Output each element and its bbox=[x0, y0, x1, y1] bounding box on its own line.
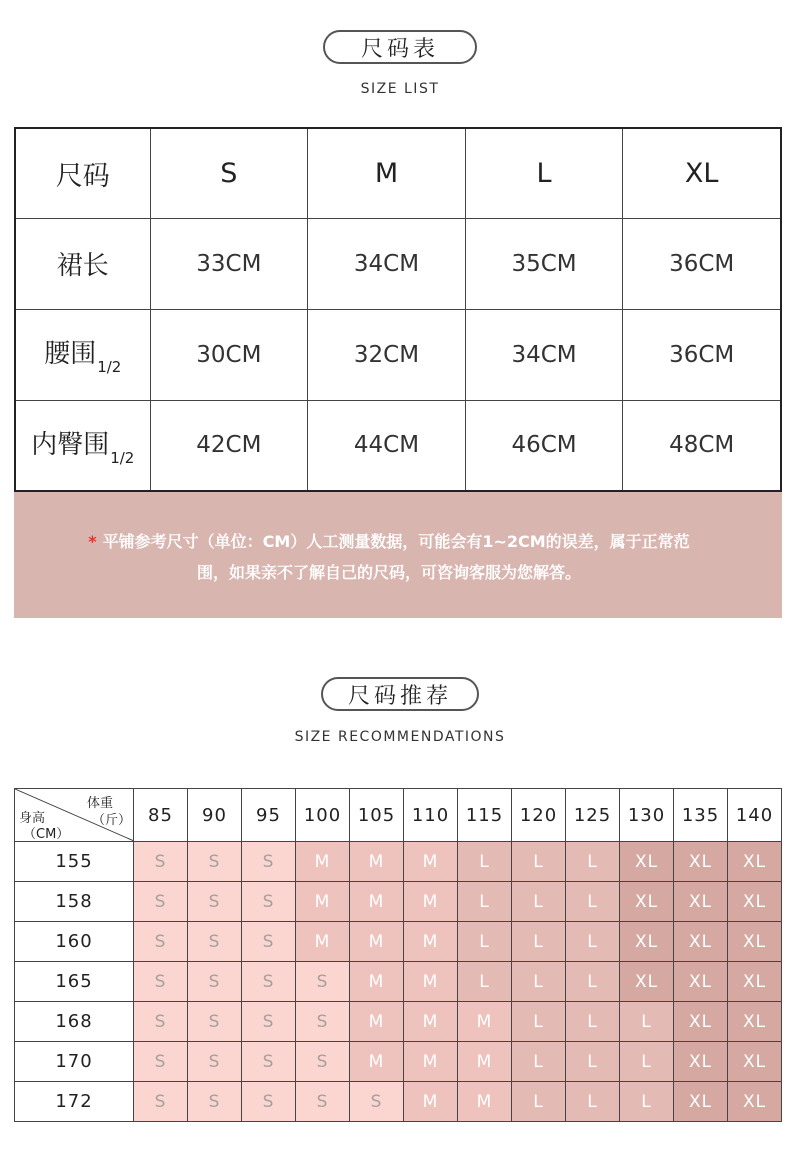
rec-table-size-cell: XL bbox=[674, 882, 728, 922]
rec-table-height-cell: 160 bbox=[15, 922, 134, 962]
size-table-cell: 30CM bbox=[150, 309, 308, 400]
rec-table-size-cell: L bbox=[458, 842, 512, 882]
rec-table-size-cell: M bbox=[350, 882, 404, 922]
size-list-subtitle: SIZE LIST bbox=[360, 81, 440, 97]
corner-diagonal bbox=[15, 789, 133, 841]
rec-table-weight-header: 135 bbox=[674, 789, 728, 842]
rec-table-row bbox=[15, 922, 782, 962]
rec-table-size-cell: L bbox=[566, 1082, 620, 1122]
size-table-row bbox=[15, 400, 781, 491]
rec-table-size-cell: M bbox=[350, 842, 404, 882]
rec-table-size-cell: S bbox=[188, 962, 242, 1002]
rec-table-size-cell: S bbox=[188, 1042, 242, 1082]
rec-table-size-cell: L bbox=[566, 1002, 620, 1042]
size-table-header-cell: M bbox=[308, 128, 466, 218]
rec-table-row bbox=[15, 1082, 782, 1122]
rec-table-size-cell: S bbox=[242, 882, 296, 922]
rec-table-size-cell: M bbox=[350, 1002, 404, 1042]
size-table-header-cell: XL bbox=[623, 128, 781, 218]
rec-table-size-cell: XL bbox=[674, 1082, 728, 1122]
rec-table-size-cell: XL bbox=[620, 962, 674, 1002]
size-rec-title-pill bbox=[321, 677, 479, 711]
rec-table-size-cell: XL bbox=[620, 882, 674, 922]
height-label: 身高 bbox=[19, 811, 46, 826]
rec-table-header-row bbox=[15, 789, 782, 842]
rec-table-size-cell: S bbox=[188, 1082, 242, 1122]
rec-table-size-cell: S bbox=[134, 922, 188, 962]
rec-table-size-cell: S bbox=[242, 962, 296, 1002]
rec-table-height-cell: 170 bbox=[15, 1042, 134, 1082]
rec-table-size-cell: L bbox=[566, 882, 620, 922]
height-unit-label: （CM） bbox=[23, 827, 70, 841]
measurement-note bbox=[14, 492, 782, 618]
rec-table-size-cell: L bbox=[512, 882, 566, 922]
rec-table-size-cell: M bbox=[404, 1002, 458, 1042]
size-table-header-cell: L bbox=[465, 128, 623, 218]
rec-table-size-cell: L bbox=[566, 1042, 620, 1082]
size-table-row-label bbox=[15, 218, 150, 309]
size-table-cell: 35CM bbox=[465, 218, 623, 309]
weight-label: 体重 bbox=[86, 796, 113, 811]
rec-table-size-cell: S bbox=[242, 842, 296, 882]
rec-table-size-cell: L bbox=[566, 962, 620, 1002]
row-label-text: 腰围 bbox=[44, 339, 97, 369]
rec-table-size-cell: S bbox=[296, 962, 350, 1002]
rec-table-size-cell: S bbox=[134, 1082, 188, 1122]
rec-table-corner-cell bbox=[15, 789, 134, 842]
rec-table-weight-header: 90 bbox=[188, 789, 242, 842]
rec-table-weight-header: 125 bbox=[566, 789, 620, 842]
size-table-cell: 34CM bbox=[308, 218, 466, 309]
rec-table-size-cell: L bbox=[458, 882, 512, 922]
row-label-text: 内臀围 bbox=[31, 429, 110, 460]
note-line-1 bbox=[26, 526, 752, 557]
rec-table-size-cell: S bbox=[134, 1042, 188, 1082]
rec-table-size-cell: M bbox=[296, 922, 350, 962]
rec-table-size-cell: L bbox=[620, 1002, 674, 1042]
rec-table-weight-header: 105 bbox=[350, 789, 404, 842]
rec-table-weight-header: 85 bbox=[134, 789, 188, 842]
rec-table-height-cell: 168 bbox=[15, 1002, 134, 1042]
rec-table-size-cell: S bbox=[242, 1042, 296, 1082]
rec-table-size-cell: XL bbox=[728, 842, 782, 882]
rec-table-row bbox=[15, 842, 782, 882]
size-table-cell: 33CM bbox=[150, 218, 308, 309]
rec-table-size-cell: L bbox=[512, 1082, 566, 1122]
rec-table-weight-header: 100 bbox=[296, 789, 350, 842]
rec-table-size-cell: S bbox=[188, 922, 242, 962]
rec-table-size-cell: M bbox=[404, 842, 458, 882]
rec-table-size-cell: M bbox=[404, 882, 458, 922]
size-table bbox=[14, 127, 782, 492]
rec-table-size-cell: XL bbox=[728, 1082, 782, 1122]
rec-table-size-cell: XL bbox=[674, 842, 728, 882]
row-label-suffix: 1/2 bbox=[110, 448, 135, 467]
weight-unit-label: （斤） bbox=[91, 813, 131, 828]
rec-table-size-cell: L bbox=[620, 1042, 674, 1082]
rec-table-size-cell: L bbox=[512, 922, 566, 962]
rec-table-size-cell: L bbox=[512, 1002, 566, 1042]
rec-table-size-cell: M bbox=[350, 962, 404, 1002]
size-table-row bbox=[15, 218, 781, 309]
size-table-row bbox=[15, 309, 781, 400]
rec-table-weight-header: 120 bbox=[512, 789, 566, 842]
rec-table-height-cell: 165 bbox=[15, 962, 134, 1002]
rec-table-size-cell: S bbox=[134, 882, 188, 922]
rec-table-size-cell: S bbox=[188, 882, 242, 922]
rec-table-size-cell: M bbox=[458, 1042, 512, 1082]
note-line-2: 围，如果亲不了解自己的尺码，可咨询客服为您解答。 bbox=[196, 563, 581, 582]
rec-table-size-cell: M bbox=[404, 962, 458, 1002]
rec-table-size-cell: S bbox=[296, 1082, 350, 1122]
rec-table-row bbox=[15, 962, 782, 1002]
rec-table-size-cell: L bbox=[512, 842, 566, 882]
note-text-1: 平铺参考尺寸（单位：CM）人工测量数据，可能会有1~2CM的误差，属于正常范 bbox=[102, 532, 690, 551]
rec-table-weight-header: 115 bbox=[458, 789, 512, 842]
size-rec-title: 尺码推荐 bbox=[347, 683, 452, 709]
rec-table-size-cell: L bbox=[512, 962, 566, 1002]
rec-table-size-cell: XL bbox=[728, 882, 782, 922]
rec-table-size-cell: XL bbox=[728, 1002, 782, 1042]
rec-table-size-cell: XL bbox=[674, 922, 728, 962]
rec-table-size-cell: XL bbox=[674, 1042, 728, 1082]
rec-table-size-cell: S bbox=[296, 1042, 350, 1082]
rec-table-weight-header: 140 bbox=[728, 789, 782, 842]
rec-table-row bbox=[15, 1042, 782, 1082]
size-table-header-cell: 尺码 bbox=[15, 128, 150, 218]
rec-table-row bbox=[15, 1002, 782, 1042]
rec-table-size-cell: L bbox=[458, 962, 512, 1002]
size-table-cell: 44CM bbox=[308, 400, 466, 491]
rec-table-size-cell: S bbox=[296, 1002, 350, 1042]
size-rec-subtitle: SIZE RECOMMENDATIONS bbox=[294, 729, 506, 745]
rec-table-size-cell: L bbox=[512, 1042, 566, 1082]
rec-table-height-cell: 172 bbox=[15, 1082, 134, 1122]
rec-table-weight-header: 95 bbox=[242, 789, 296, 842]
rec-table-size-cell: S bbox=[188, 1002, 242, 1042]
rec-table-size-cell: M bbox=[296, 882, 350, 922]
size-table-row-label bbox=[15, 309, 150, 400]
size-table-cell: 48CM bbox=[623, 400, 781, 491]
rec-table-size-cell: M bbox=[404, 1082, 458, 1122]
rec-table-size-cell: M bbox=[404, 922, 458, 962]
rec-table-size-cell: XL bbox=[620, 842, 674, 882]
row-label-text: 裙长 bbox=[56, 251, 109, 281]
rec-table-size-cell: M bbox=[458, 1002, 512, 1042]
size-table-cell: 36CM bbox=[623, 218, 781, 309]
rec-table-size-cell: L bbox=[620, 1082, 674, 1122]
rec-table-size-cell: XL bbox=[728, 1042, 782, 1082]
size-table-cell: 32CM bbox=[308, 309, 466, 400]
rec-table-size-cell: L bbox=[458, 922, 512, 962]
rec-table-size-cell: XL bbox=[674, 962, 728, 1002]
rec-table-size-cell: S bbox=[242, 922, 296, 962]
size-table-header-cell: S bbox=[150, 128, 308, 218]
rec-table-height-cell: 155 bbox=[15, 842, 134, 882]
rec-table-size-cell: S bbox=[134, 962, 188, 1002]
rec-table-weight-header: 130 bbox=[620, 789, 674, 842]
rec-table-size-cell: M bbox=[404, 1042, 458, 1082]
rec-table-size-cell: L bbox=[566, 922, 620, 962]
row-label-suffix: 1/2 bbox=[97, 358, 122, 376]
rec-table-size-cell: XL bbox=[674, 1002, 728, 1042]
size-list-title-pill bbox=[323, 30, 477, 64]
rec-table-row bbox=[15, 882, 782, 922]
rec-table-size-cell: M bbox=[458, 1082, 512, 1122]
rec-table-size-cell: M bbox=[350, 922, 404, 962]
rec-table-size-cell: M bbox=[350, 1042, 404, 1082]
size-table-cell: 46CM bbox=[465, 400, 623, 491]
rec-table-height-cell: 158 bbox=[15, 882, 134, 922]
size-table-cell: 36CM bbox=[623, 309, 781, 400]
size-table-cell: 42CM bbox=[150, 400, 308, 491]
rec-table-size-cell: S bbox=[350, 1082, 404, 1122]
rec-table-size-cell: S bbox=[134, 1002, 188, 1042]
size-recommendation-table bbox=[14, 788, 782, 1122]
rec-table-size-cell: M bbox=[296, 842, 350, 882]
rec-table-size-cell: S bbox=[242, 1002, 296, 1042]
rec-table-size-cell: XL bbox=[620, 922, 674, 962]
rec-table-size-cell: S bbox=[242, 1082, 296, 1122]
rec-table-size-cell: S bbox=[188, 842, 242, 882]
size-table-header-row bbox=[15, 128, 781, 218]
rec-table-size-cell: S bbox=[134, 842, 188, 882]
rec-table-size-cell: XL bbox=[728, 922, 782, 962]
rec-table-size-cell: XL bbox=[728, 962, 782, 1002]
rec-table-size-cell: L bbox=[566, 842, 620, 882]
asterisk-icon: * bbox=[88, 532, 97, 551]
size-table-cell: 34CM bbox=[465, 309, 623, 400]
size-table-row-label bbox=[15, 400, 150, 491]
rec-table-weight-header: 110 bbox=[404, 789, 458, 842]
size-list-title: 尺码表 bbox=[360, 36, 439, 62]
